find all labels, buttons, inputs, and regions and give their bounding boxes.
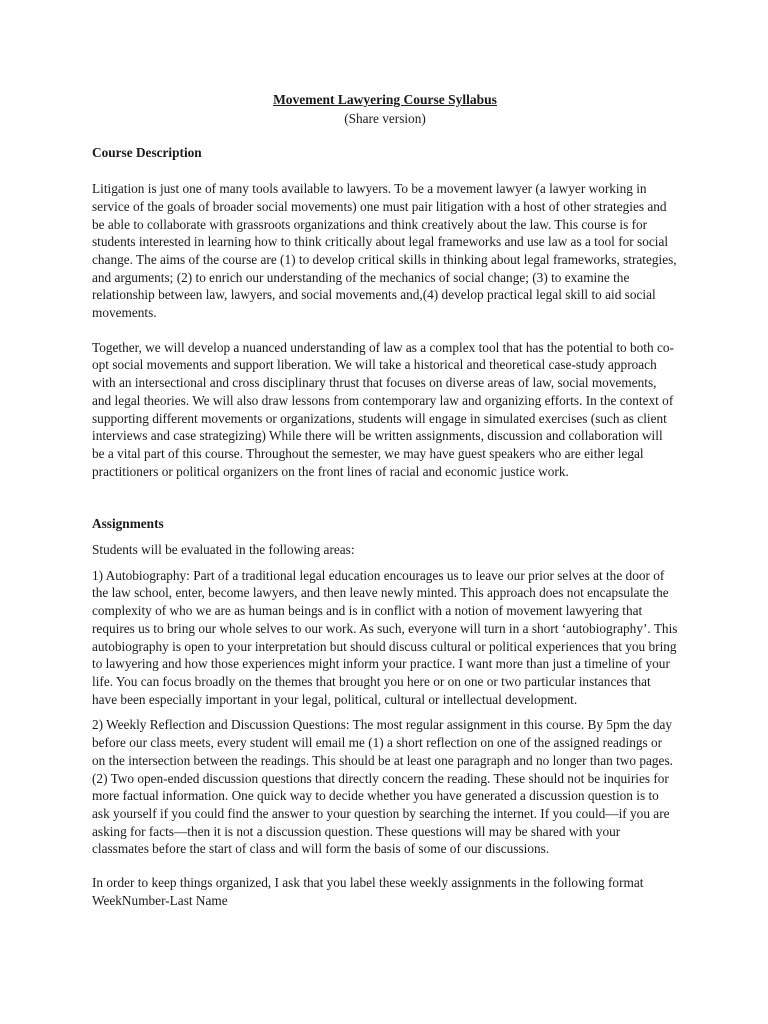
section-heading-assignments: Assignments: [92, 516, 164, 532]
document-title: Movement Lawyering Course Syllabus: [273, 92, 497, 107]
document-body: [92, 91, 678, 909]
course-description-paragraph-2: Together, we will develop a nuanced understanding of law as a complex tool that has the potential to both co-opt social movements and support liberation. We will take a historical and theoretical case-study approach with an intersectional and cross disciplinary thrust that focuses on diverse areas of law, social movements, and legal theories. We will also draw lessons from contemporary law and organizing efforts. In the context of supporting different movements or organizations, students will engage in simulated exercises (such as client interviews and case strategizing) While there will be written assignments, discussion and collaboration will be a vital part of this course. Throughout the semester, we may have guest speakers who are either legal practitioners or political organizers on the front lines of racial and economic justice work.: [92, 339, 674, 479]
assignments-intro: Students will be evaluated in the following areas:: [92, 542, 355, 558]
course-description-paragraph-1: Litigation is just one of many tools available to lawyers. To be a movement lawyer (a lawyer working in service of the goals of broader social movements) one must pair litigation with a host of other strategies and be able to collaborate with grassroots organizations and think creatively about the law. This course is for students interested in learning how to think critically about legal frameworks and use law as a tool for social change. The aims of the course are (1) to develop critical skills in thinking about legal frameworks, strategies, and arguments; (2) to enrich our understanding of the mechanics of social change; (3) to examine the relationship between law, lawyers, and social movements and,(4) develop practical legal skill to aid social movements.: [92, 181, 677, 321]
section-heading-course-description: Course Description: [92, 145, 202, 161]
document-subtitle: (Share version): [344, 110, 426, 126]
assignment-item-weekly-reflection: 2) Weekly Reflection and Discussion Questions: The most regular assignment in this course. By 5pm the day before our class meets, every student will email me (1) a short reflection on one of the assigned readings or on the intersection between the readings. This should be at least one paragraph and no longer than two pages. (2) Two open-ended discussion questions that directly concern the reading. These should not be inquiries for more factual information. One quick way to decide whether you have generated a discussion question is to ask yourself if you could find the answer to your question by searching the internet. If you could—if you are asking for facts—then it is not a discussion question. These questions will may be shared with your classmates before the start of class and will form the basis of some of our discussions.: [92, 717, 673, 857]
assignment-item-autobiography: 1) Autobiography: Part of a traditional legal education encourages us to leave our prior selves at the door of the law school, enter, become lawyers, and then leave newly minted. This approach does not encapsulate the complexity of who we are as human beings and is in conflict with a notion of movement lawyering that requires us to bring our whole selves to our work. As such, everyone will turn in a short ‘autobiography’. This autobiography is open to your interpretation but should discuss cultural or political experiences that you bring to lawyering and how those experiences might inform your practice. I want more than just a timeline of your life. You can focus broadly on the themes that brought you here or on one or two particular instances that have been especially important in your legal, political, cultural or intellectual development.: [92, 567, 678, 707]
assignments-closing-note: In order to keep things organized, I ask that you label these weekly assignments in the following format WeekNumber-Last Name: [92, 875, 644, 908]
